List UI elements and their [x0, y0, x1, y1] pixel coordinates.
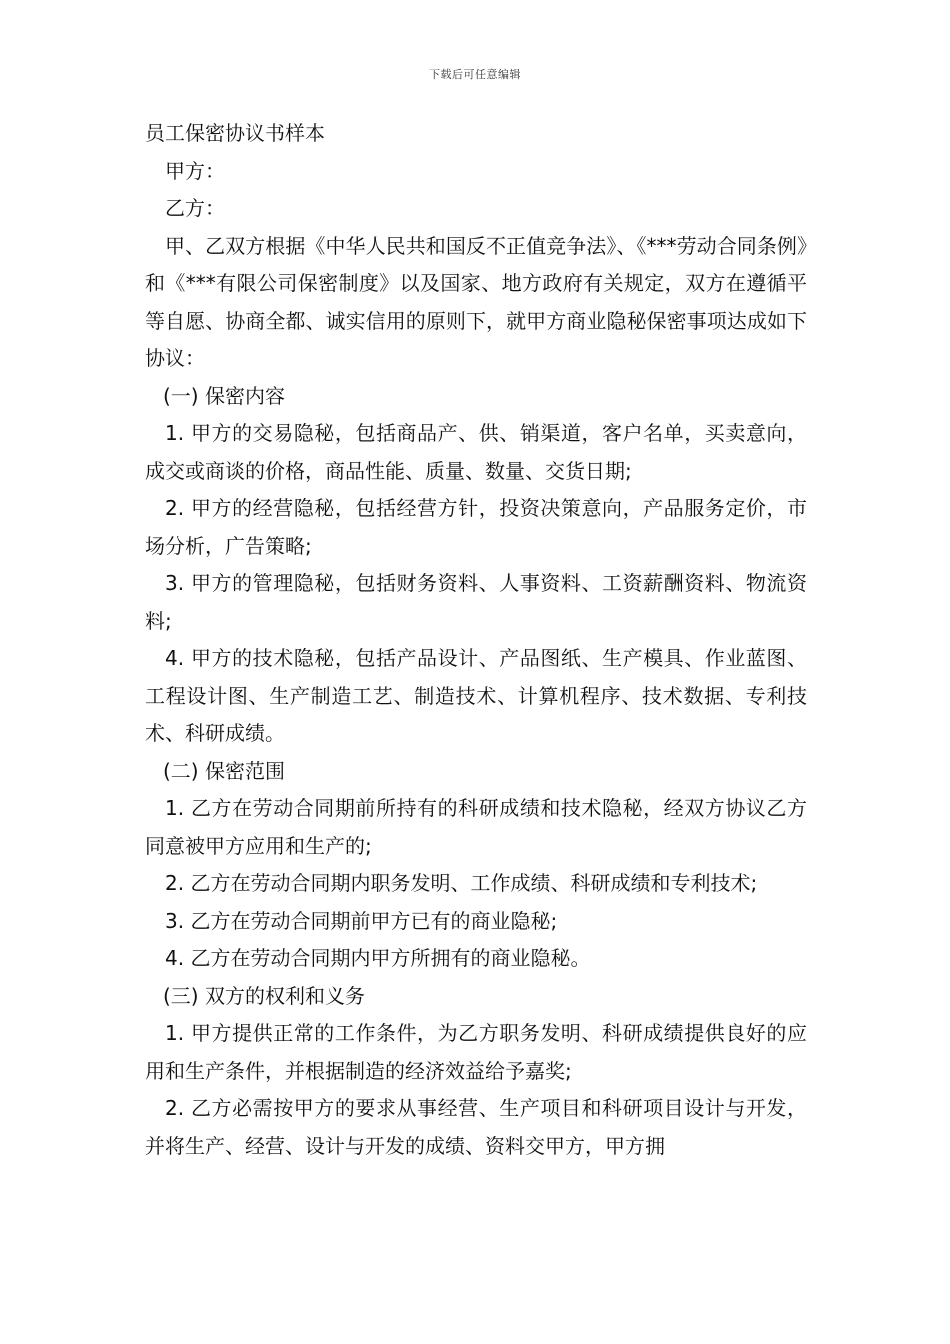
list-item: 1. 乙方在劳动合同期前所持有的科研成绩和技术隐秘，经双方协议乙方同意被甲方应用和生产的; [145, 796, 807, 858]
section-heading: (二) 保密范围 [163, 758, 285, 783]
header-note: 下载后可任意编辑 [429, 68, 521, 81]
list-item: 2. 甲方的经营隐秘，包括经营方针，投资决策意向，产品服务定价，市场分析，广告策略; [145, 496, 807, 558]
document-body [145, 115, 807, 1165]
intro-paragraph: 甲、乙双方根据《中华人民共和国反不正值竞争法》、《***劳动合同条例》和《***有限公司保密制度》以及国家、地方政府有关规定，双方在遵循平等自愿、协商全都、诚实信用的原则下，就甲方商业隐秘保密事项达成如下协议： [145, 233, 807, 370]
party-a-line: 甲方： [165, 158, 225, 183]
list-item: 2. 乙方在劳动合同期内职务发明、工作成绩、科研成绩和专利技术; [165, 871, 758, 895]
list-item: 4. 乙方在劳动合同期内甲方所拥有的商业隐秘。 [165, 946, 591, 970]
section-heading: (三) 双方的权利和义务 [163, 983, 365, 1008]
section-heading: (一) 保密内容 [163, 383, 285, 408]
list-item: 4. 甲方的技术隐秘，包括产品设计、产品图纸、生产模具、作业蓝图、工程设计图、生产制造工艺、制造技术、计算机程序、技术数据、专利技术、科研成绩。 [145, 646, 807, 745]
list-item: 3. 甲方的管理隐秘，包括财务资料、人事资料、工资薪酬资料、物流资料; [145, 571, 807, 633]
list-item: 1. 甲方的交易隐秘，包括商品产、供、销渠道，客户名单，买卖意向，成交或商谈的价格，商品性能、质量、数量、交货日期; [145, 421, 807, 483]
party-b-line: 乙方： [165, 196, 225, 220]
list-item: 2. 乙方必需按甲方的要求从事经营、生产项目和科研项目设计与开发，并将生产、经营、设计与开发的成绩、资料交甲方，甲方拥 [145, 1096, 807, 1158]
document-title: 员工保密协议书样本 [145, 121, 325, 145]
list-item: 3. 乙方在劳动合同期前甲方已有的商业隐秘; [165, 908, 558, 933]
list-item: 1. 甲方提供正常的工作条件，为乙方职务发明、科研成绩提供良好的应用和生产条件，并根据制造的经济效益给予嘉奖; [145, 1021, 807, 1083]
